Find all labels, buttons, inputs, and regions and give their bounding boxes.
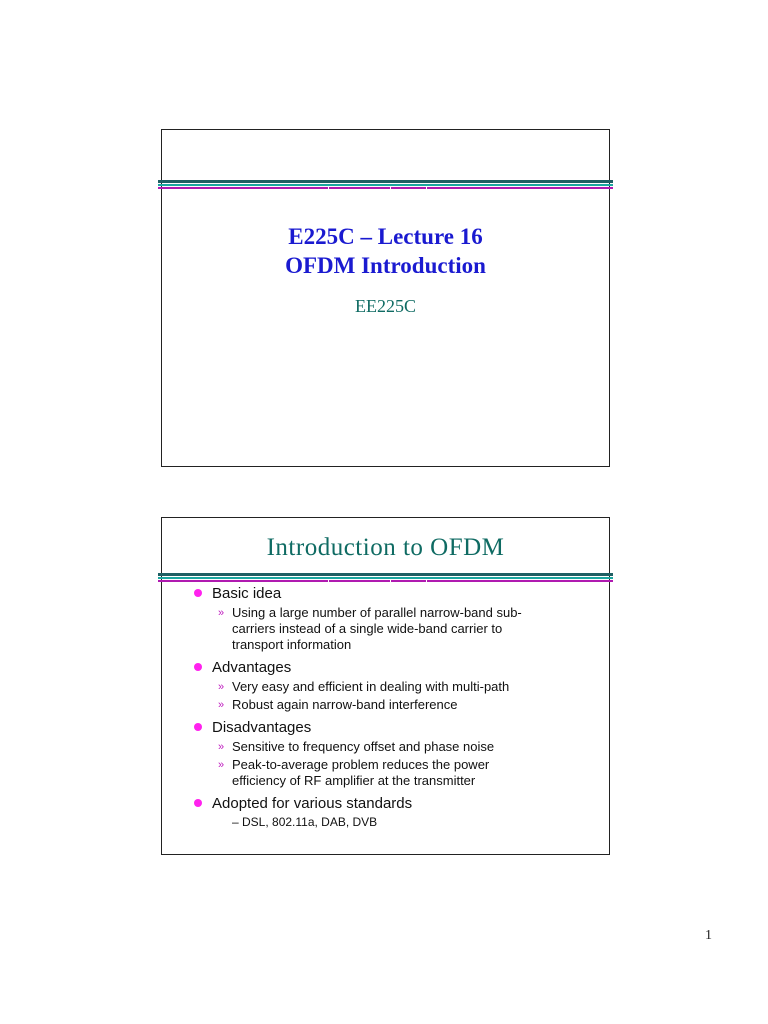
slide-title: Introduction to OFDM [266,534,505,561]
intro-slide [161,517,610,855]
sub-marker-icon: » [218,699,225,711]
bullet-advantages: Advantages [194,658,599,677]
sub-item: » Using a large number of parallel narrow-band sub- carriers instead of a single wide-band carrier to transport information [218,605,522,652]
bullet-list [194,584,599,830]
title-slide [161,129,610,467]
sub-marker-icon: » [218,759,225,771]
course-code: EE225C [355,296,416,316]
sub-item: » Very easy and efficient in dealing with multi-path [218,679,510,694]
lecture-title: E225C – Lecture 16 [288,224,483,249]
sub-item: » Robust again narrow-band interference [218,697,458,712]
bullet-dot-icon [194,663,202,671]
header-rule [158,573,613,583]
lecture-topic: OFDM Introduction [285,253,486,278]
sub-marker-icon: » [218,607,225,619]
bullet-basic-idea: Basic idea [194,584,599,603]
bullet-dot-icon [194,723,202,731]
bullet-dot-icon [194,799,202,807]
sub-item: » Peak-to-average problem reduces the power efficiency of RF amplifier at the transmitter [218,757,490,788]
sub-item: » Sensitive to frequency offset and phase noise [218,739,495,754]
bullet-dot-icon [194,589,202,597]
bullet-disadvantages: Disadvantages [194,718,599,737]
standards-list: – DSL, 802.11a, DAB, DVB [232,815,378,829]
page-number: 1 [705,928,712,943]
sub-marker-icon: » [218,681,225,693]
sub-marker-icon: » [218,741,225,753]
header-rule [158,180,613,190]
bullet-standards: Adopted for various standards [194,794,599,813]
